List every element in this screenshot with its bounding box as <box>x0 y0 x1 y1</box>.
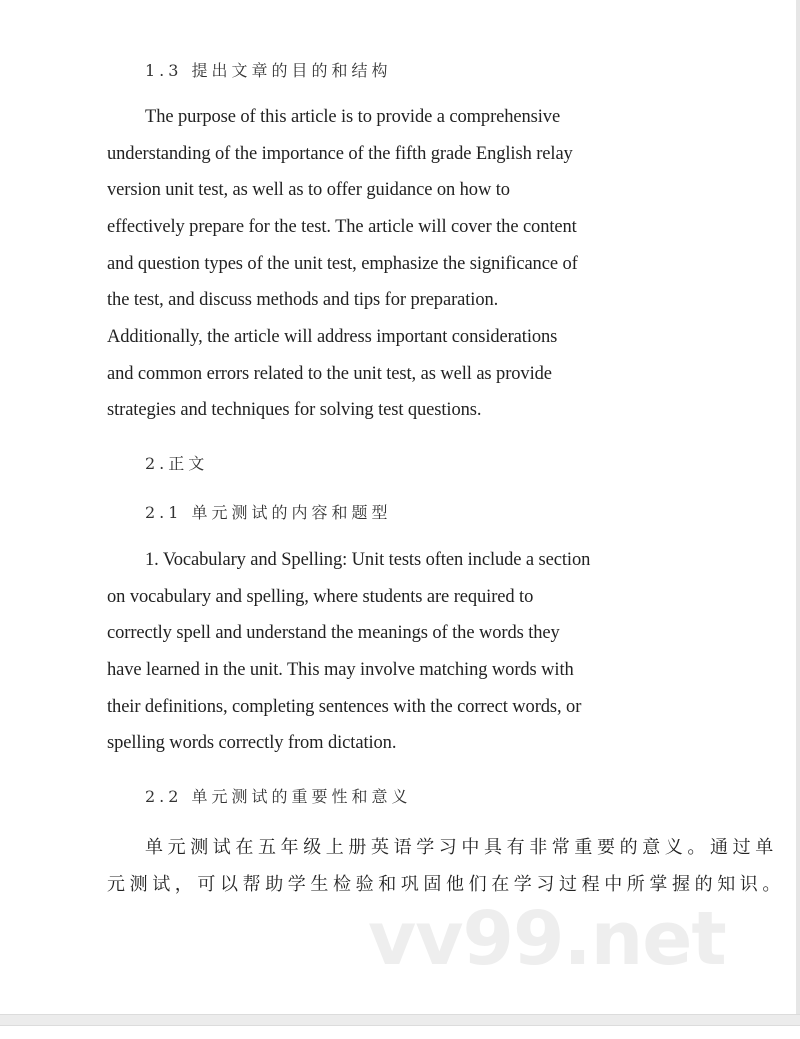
paragraph-line: effectively prepare for the test. The article will cover the content <box>107 217 577 237</box>
paragraph-line: version unit test, as well as to offer guidance on how to <box>107 180 510 200</box>
paragraph-line: strategies and techniques for solving test questions. <box>107 400 482 420</box>
paragraph-line: The purpose of this article is to provide a comprehensive <box>145 107 561 127</box>
paragraph-line: correctly spell and understand the meanings of the words they <box>107 623 560 643</box>
paragraph-line: and question types of the unit test, emphasize the significance of <box>107 254 578 274</box>
heading-2-1: 2.1 单元测试的内容和题型 <box>145 503 392 522</box>
paragraph-line: spelling words correctly from dictation. <box>107 733 397 753</box>
heading-2-2: 2.2 单元测试的重要性和意义 <box>145 787 412 806</box>
page-right-edge <box>796 0 800 1014</box>
watermark-text: vv99.net <box>368 896 726 982</box>
paragraph-line: have learned in the unit. This may involve matching words with <box>107 660 574 680</box>
paragraph-line: and common errors related to the unit test, as well as provide <box>107 364 552 384</box>
paragraph-line: 元测试，可以帮助学生检验和巩固他们在学习过程中所掌握的知识。 <box>107 874 785 895</box>
page-separator <box>0 1014 800 1026</box>
heading-1-3: 1.3 提出文章的目的和结构 <box>145 61 392 80</box>
heading-2: 2.正文 <box>145 454 209 473</box>
paragraph-line: 单元测试在五年级上册英语学习中具有非常重要的意义。通过单 <box>145 837 778 858</box>
paragraph-line: the test, and discuss methods and tips for preparation. <box>107 290 499 310</box>
paragraph-line: 1. Vocabulary and Spelling: Unit tests often include a section <box>145 550 591 570</box>
paragraph-line: on vocabulary and spelling, where students are required to <box>107 587 534 607</box>
paragraph-line: Additionally, the article will address important considerations <box>107 327 558 347</box>
paragraph-line: understanding of the importance of the fifth grade English relay <box>107 144 573 164</box>
paragraph-line: their definitions, completing sentences with the correct words, or <box>107 697 582 717</box>
